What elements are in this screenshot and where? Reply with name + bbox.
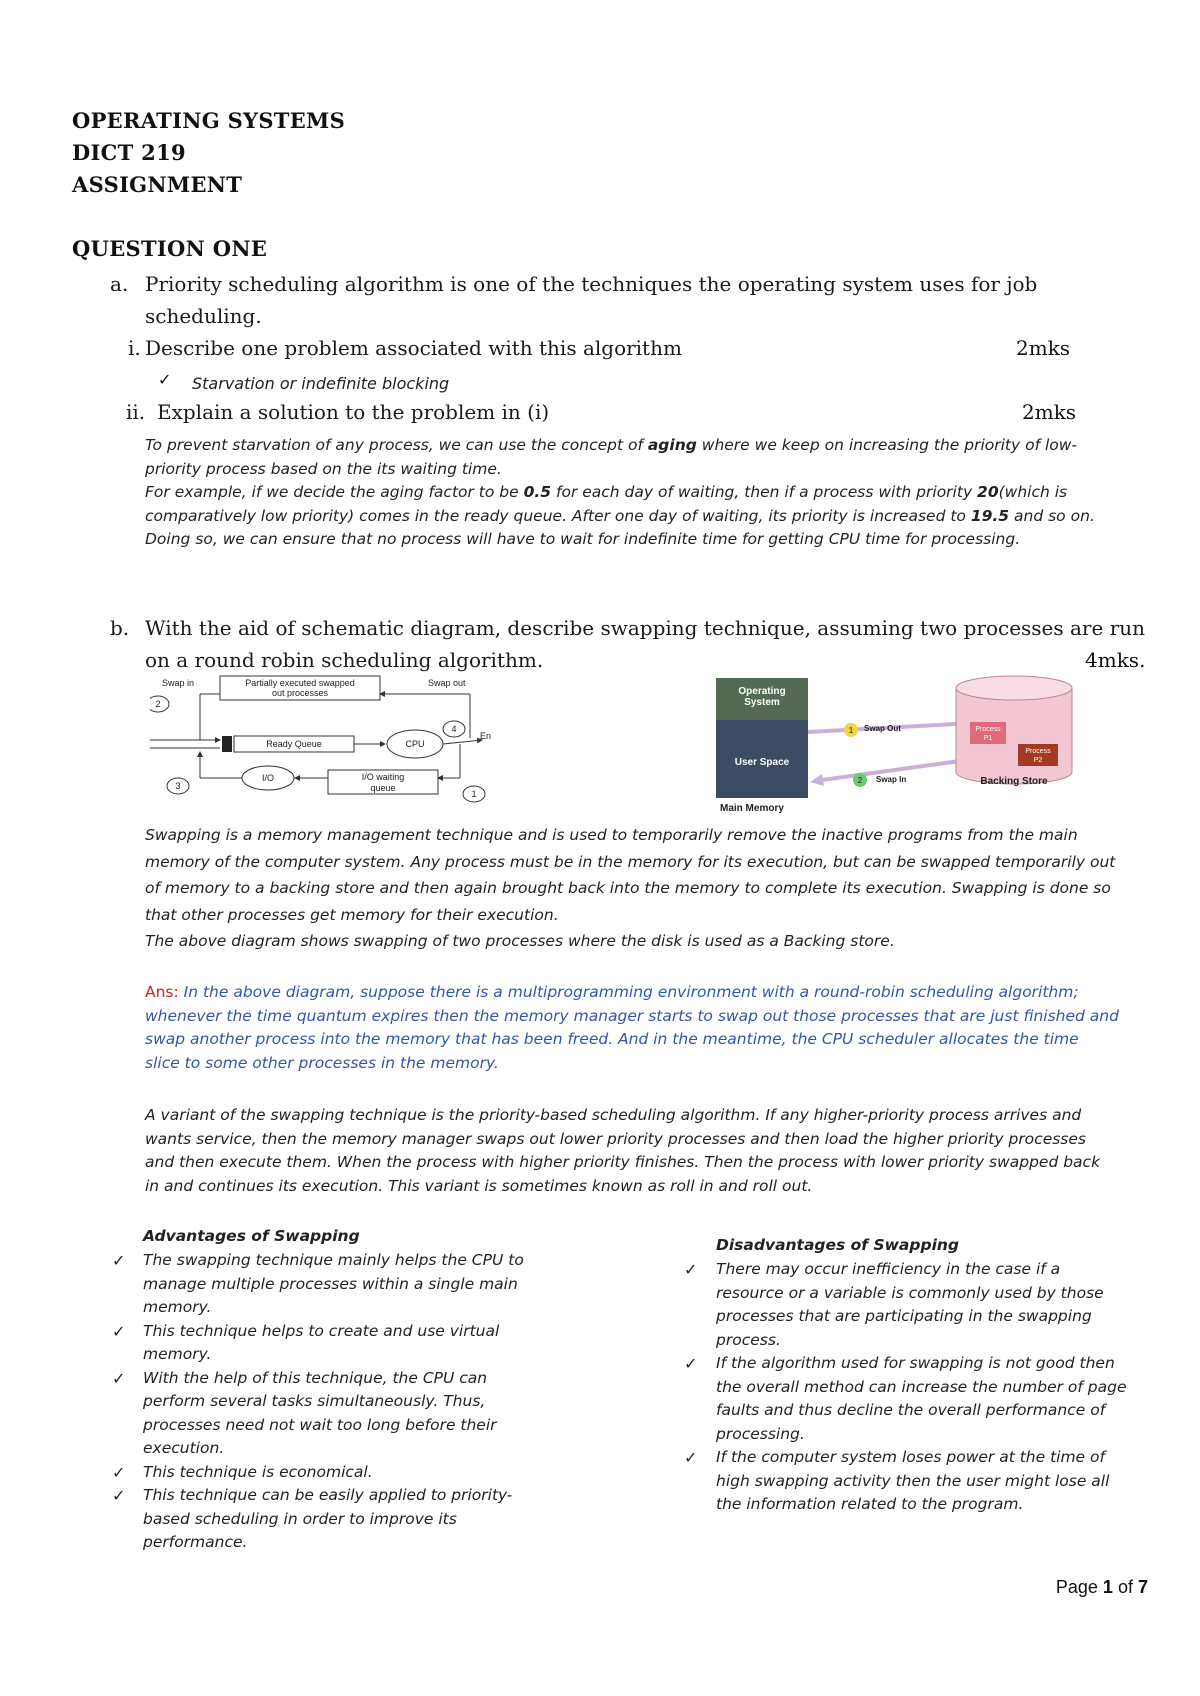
step-badge-number: 2: [857, 776, 863, 785]
part-a-question-line1: Priority scheduling algorithm is one of the techniques the operating system uses for job: [145, 272, 1038, 296]
swap-in-arrowhead: [810, 774, 824, 786]
checkmark-icon: ✓: [684, 1260, 698, 1279]
disadvantages-title: Disadvantages of Swapping: [716, 1236, 960, 1254]
checkmark-icon: ✓: [112, 1462, 126, 1482]
ready-queue-label: Ready Queue: [266, 739, 322, 749]
answer-line: whenever the time quantum expires then the memory manager starts to swap out those processes that are just finished and: [145, 1006, 1119, 1025]
course-title: OPERATING SYSTEMS: [72, 108, 346, 133]
cpu-label: CPU: [405, 739, 425, 749]
part-a-ii-marks: 2mks: [1022, 400, 1077, 424]
swap-in-label: Swap in: [162, 678, 195, 688]
disadvantage-item: ✓ If the computer system loses power at the time of high swapping activity then the user might lose all the information related to the program.: [684, 1448, 1110, 1513]
step-number: 1: [471, 789, 477, 799]
checkmark-icon: ✓: [684, 1354, 698, 1373]
partial-label-line2: out processes: [271, 688, 329, 698]
answer-line: slice to some other processes in the memory.: [145, 1053, 499, 1072]
step-number: 2: [155, 699, 161, 709]
part-a-i-answer: Starvation or indefinite blocking: [192, 374, 450, 393]
answer-line: Doing so, we can ensure that no process will have to wait for indefinite time for getting CPU time for processing.: [145, 530, 1021, 548]
part-b-question-line2: on a round robin scheduling algorithm.: [145, 648, 544, 672]
explanation-line: Swapping is a memory management technique and is used to temporarily remove the inactive programs from the main: [145, 826, 1078, 844]
swapping-memory-diagram: [716, 674, 1091, 814]
variant-line: in and continues its execution. This variant is sometimes known as roll in and roll out.: [145, 1176, 813, 1195]
process-p1-label-line1: Process: [975, 726, 1001, 733]
swap-out-label: Swap out: [428, 678, 466, 688]
variant-line: A variant of the swapping technique is the priority-based scheduling algorithm. If any higher-priority process arrives and: [145, 1106, 1082, 1124]
part-a-ii-answer: [145, 434, 1155, 552]
io-waiting-label-line2: queue: [370, 783, 396, 793]
part-a-i-question: Describe one problem associated with this algorithm: [145, 336, 682, 360]
swap-in-label: Swap In: [876, 775, 907, 784]
answer-line: priority process based on the its waiting time.: [145, 459, 502, 478]
checkmark-icon: ✓: [684, 1448, 698, 1467]
end-label: En: [480, 731, 492, 741]
explanation-line: of memory to a backing store and then again brought back into the memory to complete its execution. Swapping is done so: [145, 879, 1111, 897]
document-type: ASSIGNMENT: [72, 172, 243, 197]
swap-out-label: Swap Out: [864, 724, 901, 733]
course-code: DICT 219: [72, 140, 186, 165]
swapping-explanation: [145, 822, 1160, 955]
queue-slot-icon: [222, 736, 232, 752]
process-p1-label-line2: P1: [983, 735, 993, 742]
advantage-item: ✓ The swapping technique mainly helps the CPU to manage multiple processes within a single main memory.: [112, 1251, 524, 1316]
main-memory-label: Main Memory: [720, 803, 784, 814]
variant-paragraph: [145, 1104, 1160, 1198]
io-label: I/O: [261, 773, 275, 783]
answer-line: For example, if we decide the aging factor to be 0.5 for each day of waiting, then if a process with priority 20(which is: [145, 483, 1068, 501]
part-a-ii-question: Explain a solution to the problem in (i): [157, 400, 550, 424]
answer-line: Ans: In the above diagram, suppose there is a multiprogramming environment with a round-robin scheduling algorithm;: [145, 983, 1079, 1001]
ans-label: Ans:: [145, 983, 179, 1001]
arrow: [443, 740, 482, 744]
advantages-title: Advantages of Swapping: [143, 1227, 360, 1245]
question-one-title: QUESTION ONE: [72, 236, 268, 261]
part-a-question-line2: scheduling.: [145, 304, 262, 328]
part-a-label: a.: [110, 272, 129, 296]
variant-line: wants service, then the memory manager swaps out lower priority processes and then load the higher priority processes: [145, 1129, 1086, 1148]
advantage-item: ✓ With the help of this technique, the CPU can perform several tasks simultaneously. Thus, processes need not wait too long before their execution.: [112, 1368, 497, 1457]
io-waiting-label-line1: I/O waiting: [361, 772, 405, 782]
answer-line: To prevent starvation of any process, we can use the concept of aging where we keep on increasing the priority of low-: [145, 436, 1078, 454]
advantage-item: ✓ This technique helps to create and use virtual memory.: [112, 1321, 500, 1363]
part-a-ii-label: ii.: [126, 400, 146, 424]
step-badge-number: 1: [848, 726, 854, 735]
disadvantages-list: [684, 1258, 1164, 1517]
page-indicator: Page 1 of 7: [1055, 1577, 1148, 1597]
step-number: 4: [451, 724, 457, 734]
advantage-item: ✓ This technique is economical.: [112, 1461, 562, 1485]
part-a-i-marks: 2mks: [1016, 336, 1071, 360]
checkmark-icon: ✓: [158, 370, 172, 389]
explanation-line: that other processes get memory for their execution.: [145, 905, 559, 924]
checkmark-icon: ✓: [112, 1251, 126, 1270]
variant-line: and then execute them. When the process with higher priority finishes. Then the process with lower priority swapped back: [145, 1153, 1101, 1171]
answer-block: [145, 981, 1160, 1075]
explanation-line: The above diagram shows swapping of two processes where the disk is used as a Backing store.: [145, 932, 895, 950]
checkmark-icon: ✓: [112, 1368, 126, 1388]
checkmark-icon: ✓: [112, 1486, 126, 1505]
answer-line: swap another process into the memory that has been freed. And in the meantime, the CPU scheduler allocates the time: [145, 1030, 1079, 1048]
advantage-item: ✓ This technique can be easily applied to priority- based scheduling in order to improve its performance.: [112, 1486, 513, 1551]
answer-line: comparatively low priority) comes in the ready queue. After one day of waiting, its priority is increased to 19.5 and so on.: [145, 506, 1095, 525]
partial-label-line1: Partially executed swapped: [245, 678, 355, 688]
process-p2-label-line2: P2: [1033, 757, 1043, 764]
part-a-i-label: i.: [128, 336, 141, 360]
part-b-label: b.: [110, 616, 130, 640]
os-label-line2: System: [744, 697, 780, 708]
backing-store-label: Backing Store: [980, 776, 1048, 787]
disadvantage-item: ✓ If the algorithm used for swapping is not good then the overall method can increase the number of page faults and thus decline the overall performance of processing.: [684, 1354, 1127, 1443]
swapping-queue-diagram: [150, 674, 540, 822]
part-b-question-line1: With the aid of schematic diagram, describe swapping technique, assuming two processes are run: [145, 616, 1146, 640]
advantages-list: [112, 1249, 562, 1555]
explanation-line: memory of the computer system. Any process must be in the memory for its execution, but can be swapped temporarily out: [145, 852, 1116, 871]
backing-store-top: [956, 676, 1072, 700]
os-label-line1: Operating: [738, 686, 786, 697]
user-space-label: User Space: [734, 757, 790, 768]
part-b-marks: 4mks.: [1085, 648, 1146, 672]
checkmark-icon: ✓: [112, 1321, 126, 1341]
step-number: 3: [175, 781, 181, 791]
disadvantage-item: ✓ There may occur inefficiency in the case if a resource or a variable is commonly used by those processes that are participating in the swapping process.: [684, 1260, 1104, 1349]
process-p2-label-line1: Process: [1025, 748, 1051, 755]
